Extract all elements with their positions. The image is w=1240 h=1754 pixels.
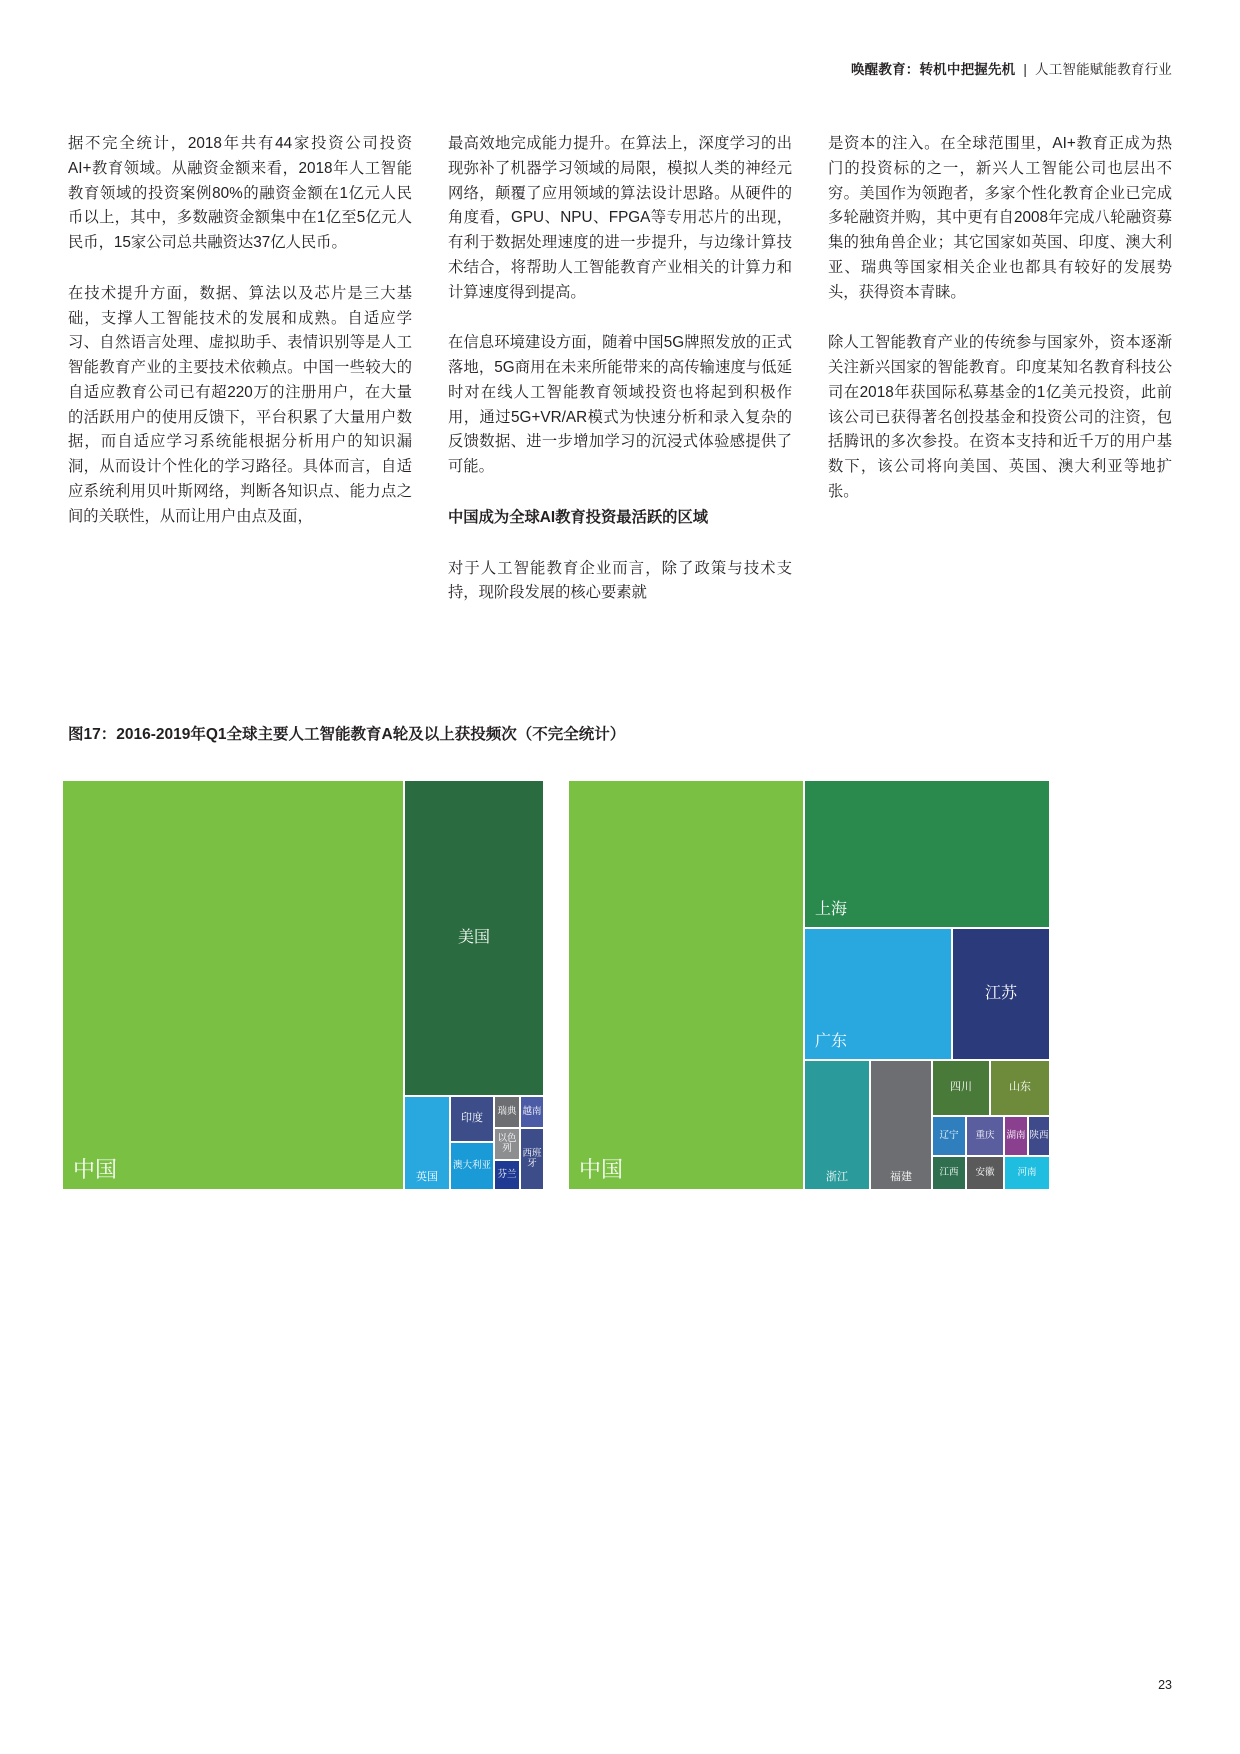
paragraph: 除人工智能教育产业的传统参与国家外，资本逐渐关注新兴国家的智能教育。印度某知名教育科技公司在2018年获国际私募基金的1亿美元投资，此前该公司已获得著名创投基金和投资公司的注资，包括腾讯的多次参投。在资本支持和近千万的用户基数下，该公司将向美国、英国、澳大利亚等地扩张。 — [828, 334, 1172, 500]
treemap-cell[interactable] — [568, 780, 804, 1190]
treemap-cell[interactable] — [404, 1096, 450, 1190]
paragraph: 在信息环境建设方面，随着中国5G牌照发放的正式落地，5G商用在未来所能带来的高传输速度与低延时对在线人工智能教育领域投资也将起到积极作用，通过5G+VR/AR模式为快速分析和录入复杂的反馈数据、进一步增加学习的沉浸式体验感提供了可能。 — [448, 334, 792, 476]
treemap-label: 江苏 — [984, 984, 1017, 1002]
treemap-cell[interactable] — [1004, 1116, 1028, 1156]
treemap-label: 河南 — [1017, 1167, 1037, 1179]
treemap-label: 瑞典 — [497, 1106, 517, 1118]
treemap-label: 陕西 — [1029, 1130, 1049, 1142]
treemap-cell[interactable] — [520, 1128, 544, 1190]
treemap-label: 重庆 — [975, 1130, 995, 1142]
treemap-label: 澳大利亚 — [452, 1160, 491, 1172]
treemap-label: 以色列 — [497, 1133, 517, 1154]
treemap-label: 芬兰 — [497, 1169, 517, 1181]
treemap-label: 辽宁 — [939, 1130, 959, 1142]
treemap-cell[interactable] — [952, 928, 1050, 1060]
treemap-cell[interactable] — [990, 1060, 1050, 1116]
treemap-cell[interactable] — [804, 1060, 870, 1190]
page-number: 23 — [1158, 1678, 1172, 1692]
treemap-cell[interactable] — [494, 1128, 520, 1160]
figure-charts — [62, 780, 1174, 1190]
column-3 — [828, 132, 1172, 606]
column-2 — [448, 132, 792, 606]
paragraph: 对于人工智能教育企业而言，除了政策与技术支持，现阶段发展的核心要素就 — [448, 559, 792, 602]
treemap-cell[interactable] — [966, 1116, 1004, 1156]
paragraph: 据不完全统计，2018年共有44家投资公司投资AI+教育领域。从融资金额来看，2018年人工智能教育领域的投资案例80%的融资金额在1亿元人民币以上，其中，多数融资金额集中在1亿至5亿元人民币，15家公司总共融资达37亿人民币。 — [68, 135, 412, 252]
body-columns — [68, 132, 1172, 606]
treemap-label: 福建 — [890, 1171, 912, 1184]
treemap-cell[interactable] — [494, 1160, 520, 1190]
page-header — [851, 58, 1172, 78]
paragraph: 最高效地完成能力提升。在算法上，深度学习的出现弥补了机器学习领域的局限，模拟人类的神经元网络，颠覆了应用领域的算法设计思路。从硬件的角度看，GPU、NPU、FPGA等专用芯片的出现，有利于数据处理速度的进一步提升，与边缘计算技术结合，将帮助人工智能教育产业相关的计算力和计算速度得到提高。 — [448, 135, 792, 301]
treemap-cell[interactable] — [932, 1116, 966, 1156]
treemap-label: 上海 — [815, 901, 848, 919]
treemap-label: 安徽 — [975, 1167, 995, 1179]
treemap-label: 越南 — [522, 1106, 542, 1118]
treemap-label: 江西 — [939, 1167, 959, 1179]
header-title: 唤醒教育：转机中把握先机 — [850, 62, 1016, 77]
treemap-cell[interactable] — [520, 1096, 544, 1128]
column-1 — [68, 132, 412, 606]
header-separator: | — [1023, 62, 1028, 77]
treemap-cell[interactable] — [804, 928, 952, 1060]
treemap-label: 浙江 — [826, 1171, 848, 1184]
paragraph: 在技术提升方面，数据、算法以及芯片是三大基础，支撑人工智能技术的发展和成熟。自适应学习、自然语言处理、虚拟助手、表情识别等是人工智能教育产业的主要技术依赖点。中国一些较大的自适应教育公司已有超220万的注册用户，在大量的活跃用户的使用反馈下，平台积累了大量用户数据，而自适应学习系统能根据分析用户的知识漏洞，从而设计个性化的学习路径。具体而言，自适应系统利用贝叶斯网络，判断各知识点、能力点之间的关联性，从而让用户由点及面， — [68, 284, 412, 525]
treemap-label: 美国 — [457, 928, 490, 946]
treemap-global — [62, 780, 544, 1190]
treemap-cell[interactable] — [450, 1096, 494, 1142]
paragraph: 是资本的注入。在全球范围里，AI+教育正成为热门的投资标的之一，新兴人工智能公司也层出不穷。美国作为领跑者，多家个性化教育企业已完成多轮融资并购，其中更有自2008年完成八轮融资募集的独角兽企业；其它国家如英国、印度、澳大利亚、瑞典等国家相关企业也都具有较好的发展势头，获得资本青睐。 — [828, 135, 1172, 301]
header-subtitle: 人工智能赋能教育行业 — [1035, 62, 1172, 77]
treemap-cell[interactable] — [932, 1156, 966, 1190]
treemap-cell[interactable] — [870, 1060, 932, 1190]
treemap-cell[interactable] — [450, 1142, 494, 1190]
treemap-label: 四川 — [950, 1081, 972, 1094]
treemap-label: 湖南 — [1006, 1130, 1026, 1142]
treemap-cell[interactable] — [494, 1096, 520, 1128]
treemap-label: 印度 — [461, 1112, 483, 1125]
treemap-label: 中国 — [73, 1156, 118, 1182]
treemap-label: 西班牙 — [522, 1148, 542, 1169]
treemap-cell[interactable] — [804, 780, 1050, 928]
treemap-label: 中国 — [579, 1156, 624, 1182]
treemap-label: 山东 — [1009, 1081, 1031, 1094]
treemap-cell[interactable] — [932, 1060, 990, 1116]
treemap-cell[interactable] — [1004, 1156, 1050, 1190]
treemap-label: 广东 — [815, 1033, 848, 1051]
treemap-cell[interactable] — [1028, 1116, 1050, 1156]
treemap-cell[interactable] — [404, 780, 544, 1096]
figure-title: 图17：2016-2019年Q1全球主要人工智能教育A轮及以上获投频次（不完全统计） — [68, 726, 626, 743]
treemap-label: 英国 — [416, 1171, 438, 1184]
treemap-cell[interactable] — [966, 1156, 1004, 1190]
treemap-china — [568, 780, 1050, 1190]
treemap-cell[interactable] — [62, 780, 404, 1190]
section-subheading: 中国成为全球AI教育投资最活跃的区域 — [448, 508, 709, 526]
